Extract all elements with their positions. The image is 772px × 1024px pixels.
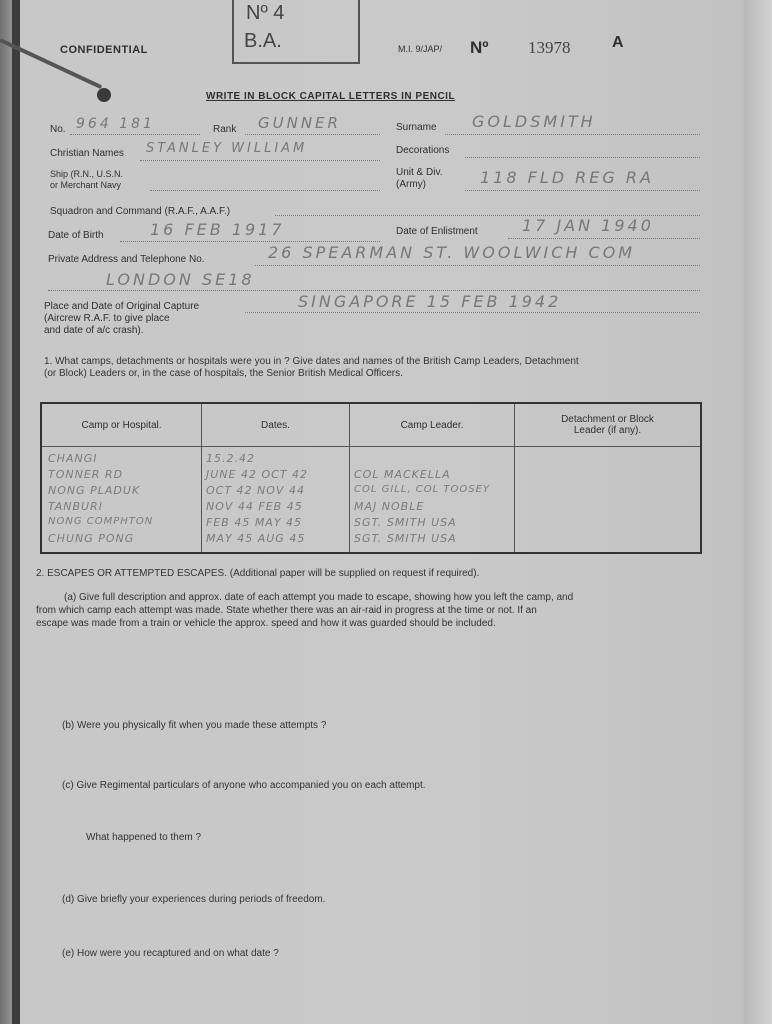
q2c: (c) Give Regimental particulars of anyone who accompanied you on each attempt.	[62, 780, 426, 791]
decorations-line	[465, 157, 700, 158]
row-6-leader: SGT. SMITH USA	[354, 532, 457, 545]
row-5-camp: NONG COMPHTON	[48, 516, 154, 527]
christian-names-value: STANLEY WILLIAM	[146, 141, 308, 156]
instruction-heading: WRITE IN BLOCK CAPITAL LETTERS IN PENCIL	[206, 91, 456, 102]
serial-letter: A	[612, 34, 624, 51]
squadron-label: Squadron and Command (R.A.F., A.A.F.)	[50, 206, 231, 217]
ship-line	[150, 190, 380, 191]
binder-spine	[12, 0, 20, 1024]
no-line	[70, 134, 200, 135]
address-line-2	[48, 290, 700, 291]
camp-table	[40, 402, 702, 554]
header-camp-leader: Camp Leader.	[350, 404, 515, 446]
header-detachment-leader: Detachment or Block Leader (if any).	[561, 414, 654, 436]
rank-line	[245, 134, 380, 135]
row-5-dates: FEB 45 MAY 45	[206, 516, 303, 529]
row-6-dates: MAY 45 AUG 45	[206, 532, 306, 545]
unit-label-2: (Army)	[396, 179, 426, 190]
row-5-leader: SGT. SMITH USA	[354, 516, 457, 529]
capture-line	[245, 312, 700, 313]
q2a-line-3: escape was made from a train or vehicle the approx. speed and how it was guarded should be included.	[36, 618, 496, 629]
row-1-camp: CHANGI	[48, 452, 98, 465]
capture-value: SINGAPORE 15 FEB 1942	[298, 292, 562, 311]
rank-value: GUNNER	[258, 114, 341, 132]
dob-label: Date of Birth	[48, 230, 104, 241]
serial-number: 13978	[528, 38, 571, 57]
q1-line-1: 1. What camps, detachments or hospitals were you in ? Give dates and names of the British Camp Leaders, Detachment	[44, 356, 579, 367]
no-value: 964 181	[76, 116, 155, 132]
row-3-dates: OCT 42 NOV 44	[206, 484, 305, 497]
capture-label-1: Place and Date of Original Capture	[44, 301, 200, 312]
serial-no-label: Nº	[470, 38, 489, 57]
header-dates: Dates.	[202, 404, 350, 446]
dob-value: 16 FEB 1917	[150, 220, 285, 239]
confidential-label: CONFIDENTIAL	[60, 44, 148, 56]
row-2-leader: COL MACKELLA	[354, 468, 451, 481]
row-3-camp: NONG PLADUK	[48, 484, 141, 497]
surname-line	[445, 134, 700, 135]
row-4-camp: TANBURI	[48, 500, 103, 513]
unit-value: 118 FLD REG RA	[480, 168, 654, 187]
row-2-dates: JUNE 42 OCT 42	[206, 468, 309, 481]
header-camp: Camp or Hospital.	[42, 404, 202, 446]
q2d: (d) Give briefly your experiences during periods of freedom.	[62, 894, 326, 905]
capture-label-3: and date of a/c crash).	[44, 325, 144, 336]
row-6-camp: CHUNG PONG	[48, 532, 135, 545]
christian-names-label: Christian Names	[50, 148, 124, 159]
surname-label: Surname	[396, 122, 437, 133]
unit-label-1: Unit & Div.	[396, 167, 443, 178]
ship-label-1: Ship (R.N., U.S.N.	[50, 169, 124, 179]
q2a-line-2: from which camp each attempt was made. State whether there was an air-raid in progress at the time or not. If an	[36, 605, 537, 616]
stamp-number: Nº 4	[246, 2, 285, 24]
stamp-box	[232, 0, 360, 64]
q2a-line-1: (a) Give full description and approx. date of each attempt you made to escape, showing how you left the camp, and	[64, 592, 574, 603]
row-3-leader: COL GILL, COL TOOSEY	[354, 484, 491, 495]
christian-names-line	[140, 160, 380, 161]
form-ref: M.I. 9/JAP/	[398, 44, 443, 54]
q2-title: 2. ESCAPES OR ATTEMPTED ESCAPES. (Additional paper will be supplied on request if required).	[36, 568, 480, 579]
surname-value: GOLDSMITH	[472, 112, 596, 131]
q2e: (e) How were you recaptured and on what date ?	[62, 948, 279, 959]
row-1-dates: 15.2.42	[206, 452, 255, 465]
stamp-ba: B.A.	[244, 30, 282, 52]
q2b: (b) Were you physically fit when you made these attempts ?	[62, 720, 327, 731]
enlistment-line	[508, 238, 700, 239]
tag-knot	[97, 88, 111, 102]
row-4-dates: NOV 44 FEB 45	[206, 500, 303, 513]
decorations-label: Decorations	[396, 145, 450, 156]
dob-line	[120, 241, 380, 242]
row-4-leader: MAJ NOBLE	[354, 500, 425, 513]
address-label: Private Address and Telephone No.	[48, 254, 205, 265]
ship-label-2: or Merchant Navy	[50, 180, 122, 190]
capture-label-2: (Aircrew R.A.F. to give place	[44, 313, 170, 324]
address-value-1: 26 SPEARMAN ST. WOOLWICH COM	[268, 243, 636, 262]
no-label: No.	[50, 124, 66, 135]
enlistment-value: 17 JAN 1940	[522, 216, 654, 235]
address-line-1	[255, 265, 700, 266]
address-value-2: LONDON SE18	[106, 270, 255, 289]
q1-line-2: (or Block) Leaders or, in the case of hospitals, the Senior British Medical Officers.	[44, 368, 403, 379]
enlistment-label: Date of Enlistment	[396, 226, 478, 237]
row-2-camp: TONNER RD	[48, 468, 124, 481]
rank-label: Rank	[213, 124, 237, 135]
q2c-followup: What happened to them ?	[86, 832, 202, 843]
unit-line	[465, 190, 700, 191]
page-right-edge	[744, 0, 772, 1024]
